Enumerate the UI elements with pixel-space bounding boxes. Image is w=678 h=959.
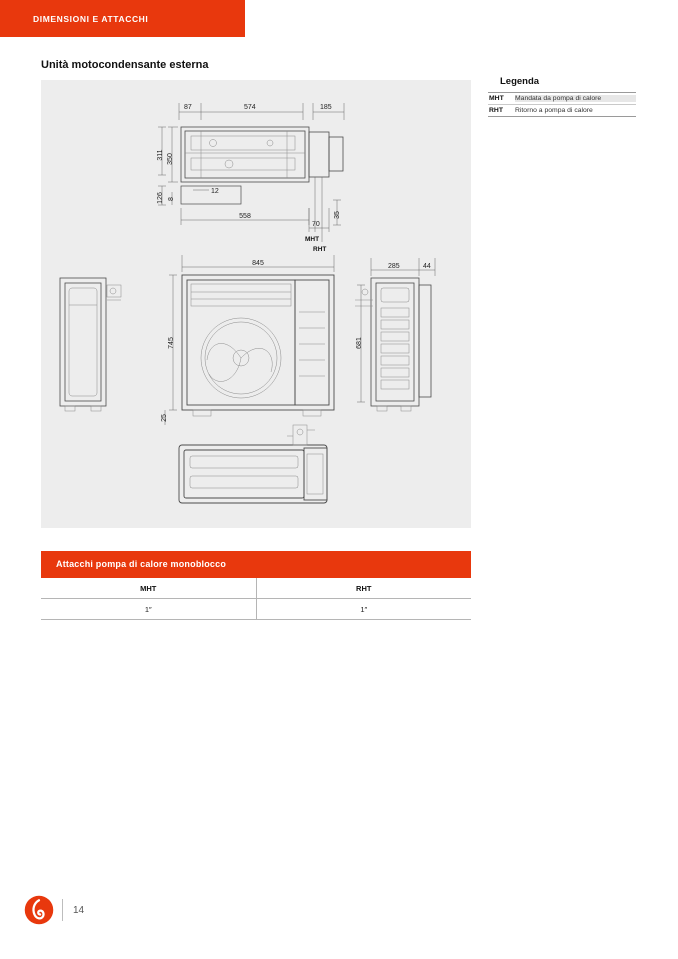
page-header-banner — [0, 0, 245, 37]
technical-drawing-svg — [41, 80, 471, 528]
svg-text:87: 87 — [184, 104, 192, 111]
attachments-table — [41, 578, 471, 620]
table-header-cell: RHT — [256, 578, 471, 599]
svg-text:12: 12 — [211, 188, 219, 195]
table-cell: 1″ — [256, 599, 471, 620]
page-number: 14 — [73, 904, 85, 916]
table-header-row — [41, 578, 471, 599]
attachments-table-title: Attacchi pompa di calore monoblocco — [41, 551, 471, 578]
page-footer — [24, 895, 84, 925]
table-cell: 1″ — [41, 599, 256, 620]
legend-description: Mandata da pompa di calore — [515, 95, 636, 102]
legend-title: Legenda — [500, 76, 540, 87]
legend-row — [488, 104, 636, 117]
svg-text:745: 745 — [168, 337, 175, 349]
svg-text:350: 350 — [167, 153, 174, 165]
svg-text:311: 311 — [157, 149, 164, 161]
svg-text:126: 126 — [157, 192, 164, 204]
svg-text:681: 681 — [356, 337, 363, 349]
svg-text:70: 70 — [312, 221, 320, 228]
svg-text:845: 845 — [252, 260, 264, 267]
table-header-cell: MHT — [41, 578, 256, 599]
legend-code: MHT — [489, 95, 504, 102]
page-header-title: DIMENSIONI E ATTACCHI — [33, 14, 149, 24]
svg-text:35: 35 — [334, 211, 341, 219]
svg-text:MHT: MHT — [305, 236, 320, 243]
footer-divider — [62, 899, 63, 921]
legend-row — [488, 92, 636, 104]
svg-text:574: 574 — [244, 104, 256, 111]
table-row — [41, 599, 471, 620]
brand-logo-icon — [24, 895, 54, 925]
legend — [488, 76, 636, 117]
section-title: Unità motocondensante esterna — [41, 59, 209, 71]
svg-text:25: 25 — [161, 414, 168, 422]
svg-text:185: 185 — [320, 104, 332, 111]
attachments-table-block — [41, 551, 471, 620]
technical-drawing-panel — [41, 80, 471, 528]
legend-code: RHT — [489, 107, 503, 114]
svg-text:285: 285 — [388, 263, 400, 270]
svg-text:8: 8 — [168, 197, 175, 201]
svg-text:44: 44 — [423, 263, 431, 270]
svg-text:558: 558 — [239, 213, 251, 220]
legend-description: Ritorno a pompa di calore — [515, 107, 593, 114]
svg-text:RHT: RHT — [313, 246, 327, 253]
